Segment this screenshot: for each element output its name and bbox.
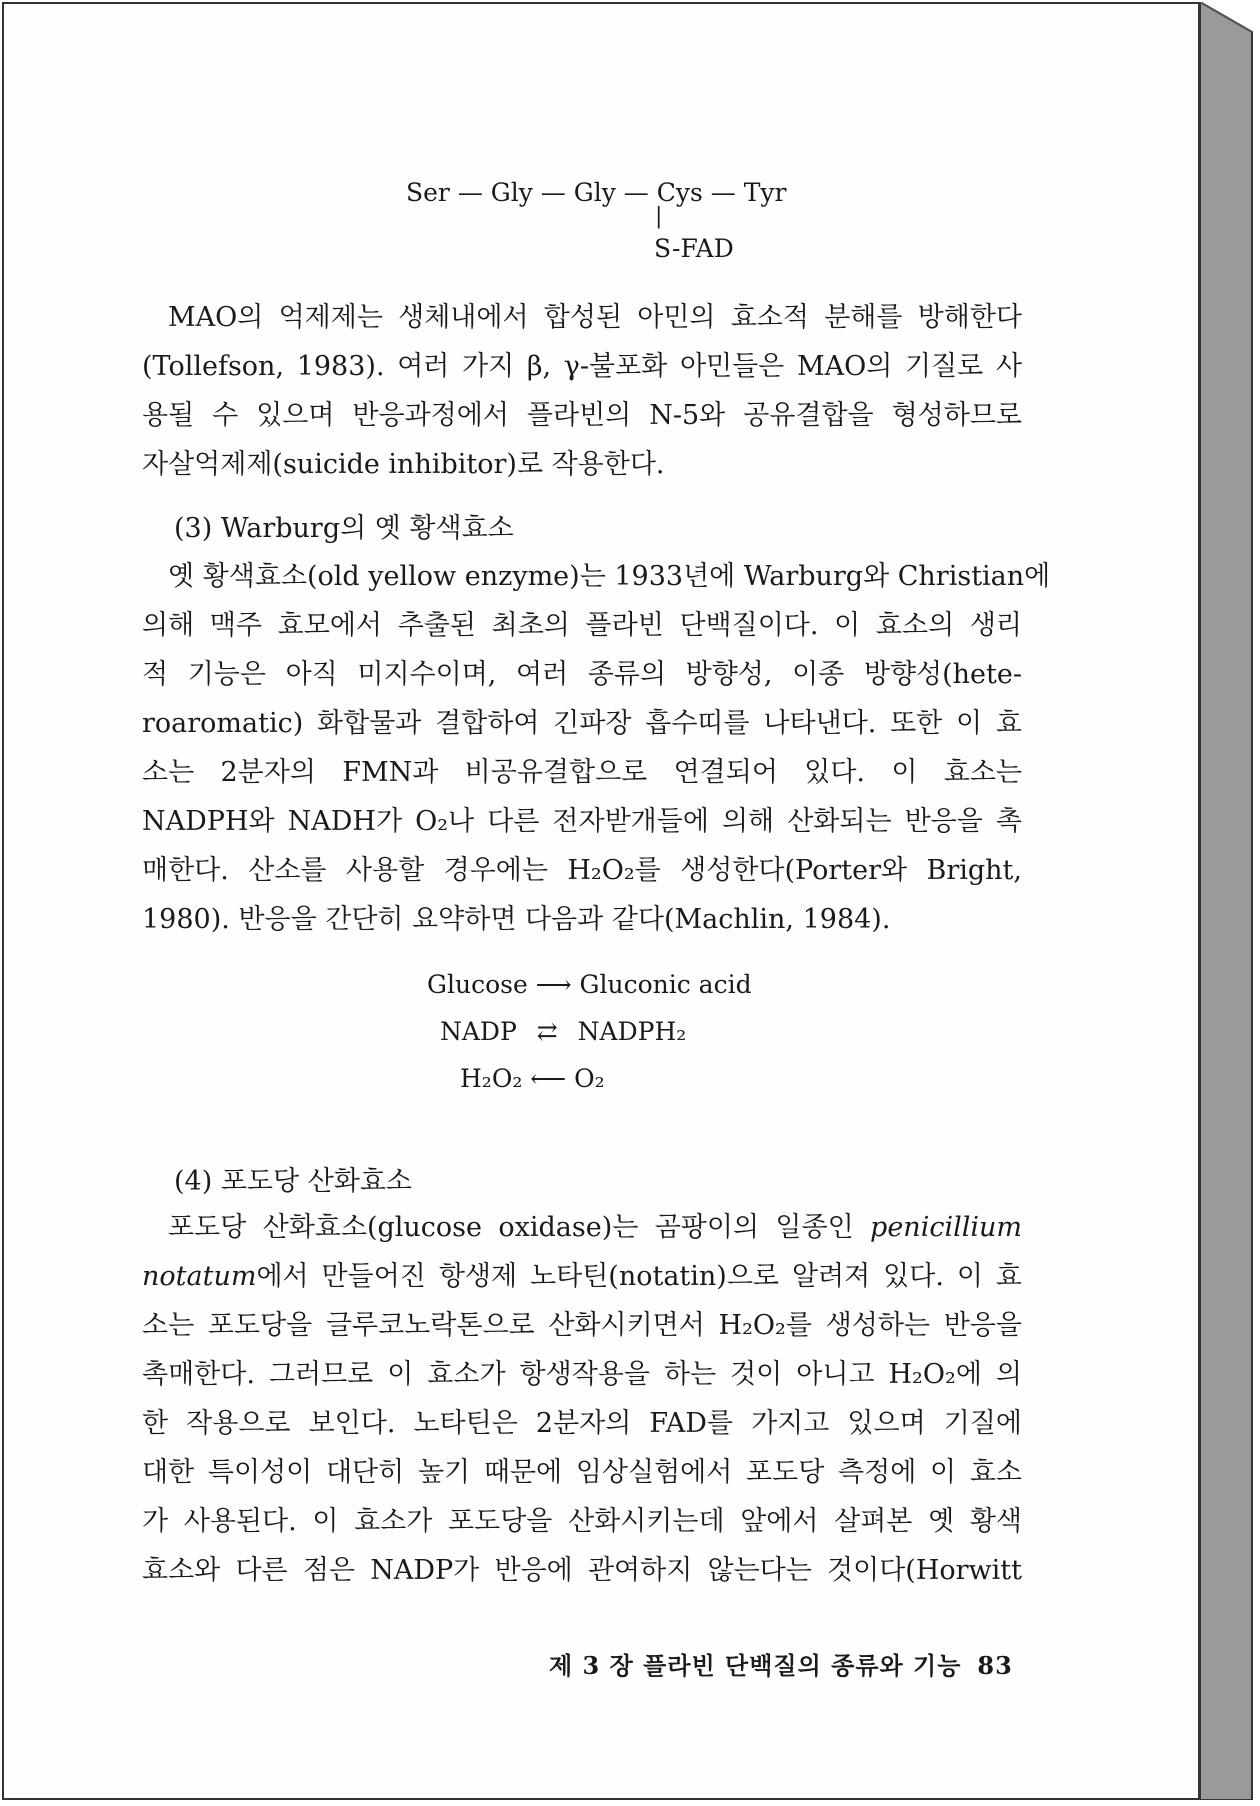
text-segment: 에서 만들어진 항생제 노타틴(notatin)으로 알려져 있다. 이 효 xyxy=(256,1261,1022,1292)
reactant-nadp: NADP xyxy=(440,1017,517,1046)
reactant-glucose: Glucose xyxy=(427,970,528,999)
text-line xyxy=(142,1203,1022,1252)
text-segment: 포도당 산화효소(glucose oxidase)는 곰팡이의 일종인 xyxy=(168,1212,871,1243)
arrow-left-icon: ⟵ xyxy=(530,1064,567,1093)
text-line: 매한다. 산소를 사용할 경우에는 H₂O₂를 생성한다(Porter와 Bright, xyxy=(142,855,1022,886)
paragraph-glucose-oxidase xyxy=(142,1203,1022,1595)
reaction-line-3 xyxy=(460,1062,605,1096)
text-line: 효소와 다른 점은 NADP가 반응에 관여하지 않는다는 것이다(Horwitt xyxy=(142,1555,1022,1586)
peptide-link: | xyxy=(655,204,663,229)
text-line: 대한 특이성이 대단히 높기 때문에 임상실험에서 포도당 측정에 이 효소 xyxy=(142,1457,1022,1488)
arrow-right-icon: ⟶ xyxy=(535,970,572,999)
book-page xyxy=(2,2,1200,1800)
species-name: penicillium xyxy=(870,1212,1022,1243)
text-line: 자살억제제(suicide inhibitor)로 작용한다. xyxy=(142,449,665,480)
chapter-title: 제 3 장 플라빈 단백질의 종류와 기능 xyxy=(549,1651,962,1680)
text-line: 옛 황색효소(old yellow enzyme)는 1933년에 Warburg와 Christian에 xyxy=(168,561,1051,592)
text-line: 소는 2분자의 FMN과 비공유결합으로 연결되어 있다. 이 효소는 xyxy=(142,757,1022,788)
text-line: NADPH와 NADH가 O₂나 다른 전자받개들에 의해 산화되는 반응을 촉 xyxy=(142,806,1022,837)
page-edge xyxy=(1200,2,1256,1800)
peptide-chain: Ser — Gly — Gly — Cys — Tyr xyxy=(406,178,787,207)
cycle-arrows-icon: ⇄ xyxy=(536,1017,558,1046)
product-h2o2: H₂O₂ xyxy=(460,1064,523,1093)
text-line: 한 작용으로 보인다. 노타틴은 2분자의 FAD를 가지고 있으며 기질에 xyxy=(142,1408,1022,1439)
text-line: 적 기능은 아직 미지수이며, 여러 종류의 방향성, 이종 방향성(hete- xyxy=(142,659,1022,690)
page-number: 83 xyxy=(977,1651,1013,1680)
text-line: roaromatic) 화합물과 결합하여 긴파장 흡수띠를 나타낸다. 또한 이 효 xyxy=(142,708,1022,739)
section-heading-glucose-oxidase: (4) 포도당 산화효소 xyxy=(174,1166,412,1197)
paragraph-warburg xyxy=(142,552,1051,944)
paragraph-mao xyxy=(142,293,1022,489)
text-line: 용될 수 있으며 반응과정에서 플라빈의 N-5와 공유결합을 형성하므로 xyxy=(142,400,1022,431)
text-line: 1980). 반응을 간단히 요약하면 다음과 같다(Machlin, 1984). xyxy=(142,904,891,935)
product-nadph2: NADPH₂ xyxy=(577,1017,687,1046)
peptide-attachment: S-FAD xyxy=(654,234,734,263)
text-line: 가 사용된다. 이 효소가 포도당을 산화시키는데 앞에서 살펴본 옛 황색 xyxy=(142,1506,1022,1537)
page-footer xyxy=(549,1646,1013,1681)
text-line: 촉매한다. 그러므로 이 효소가 항생작용을 하는 것이 아니고 H₂O₂에 의 xyxy=(142,1359,1022,1390)
text-line: 소는 포도당을 글루코노락톤으로 산화시키면서 H₂O₂를 생성하는 반응을 xyxy=(142,1310,1022,1341)
section-heading-warburg: (3) Warburg의 옛 황색효소 xyxy=(174,513,514,544)
reaction-line-1 xyxy=(427,968,752,1002)
text-line xyxy=(142,1252,1022,1301)
species-name: notatum xyxy=(142,1261,257,1292)
reactant-o2: O₂ xyxy=(574,1064,605,1093)
text-line: 의해 맥주 효모에서 추출된 최초의 플라빈 단백질이다. 이 효소의 생리 xyxy=(142,610,1022,641)
product-gluconic-acid: Gluconic acid xyxy=(579,970,752,999)
reaction-line-2 xyxy=(440,1015,686,1049)
text-line: (Tollefson, 1983). 여러 가지 β, γ-불포화 아민들은 MAO의 기질로 사 xyxy=(142,351,1022,382)
text-line: MAO의 억제제는 생체내에서 합성된 아민의 효소적 분해를 방해한다 xyxy=(168,302,1022,333)
